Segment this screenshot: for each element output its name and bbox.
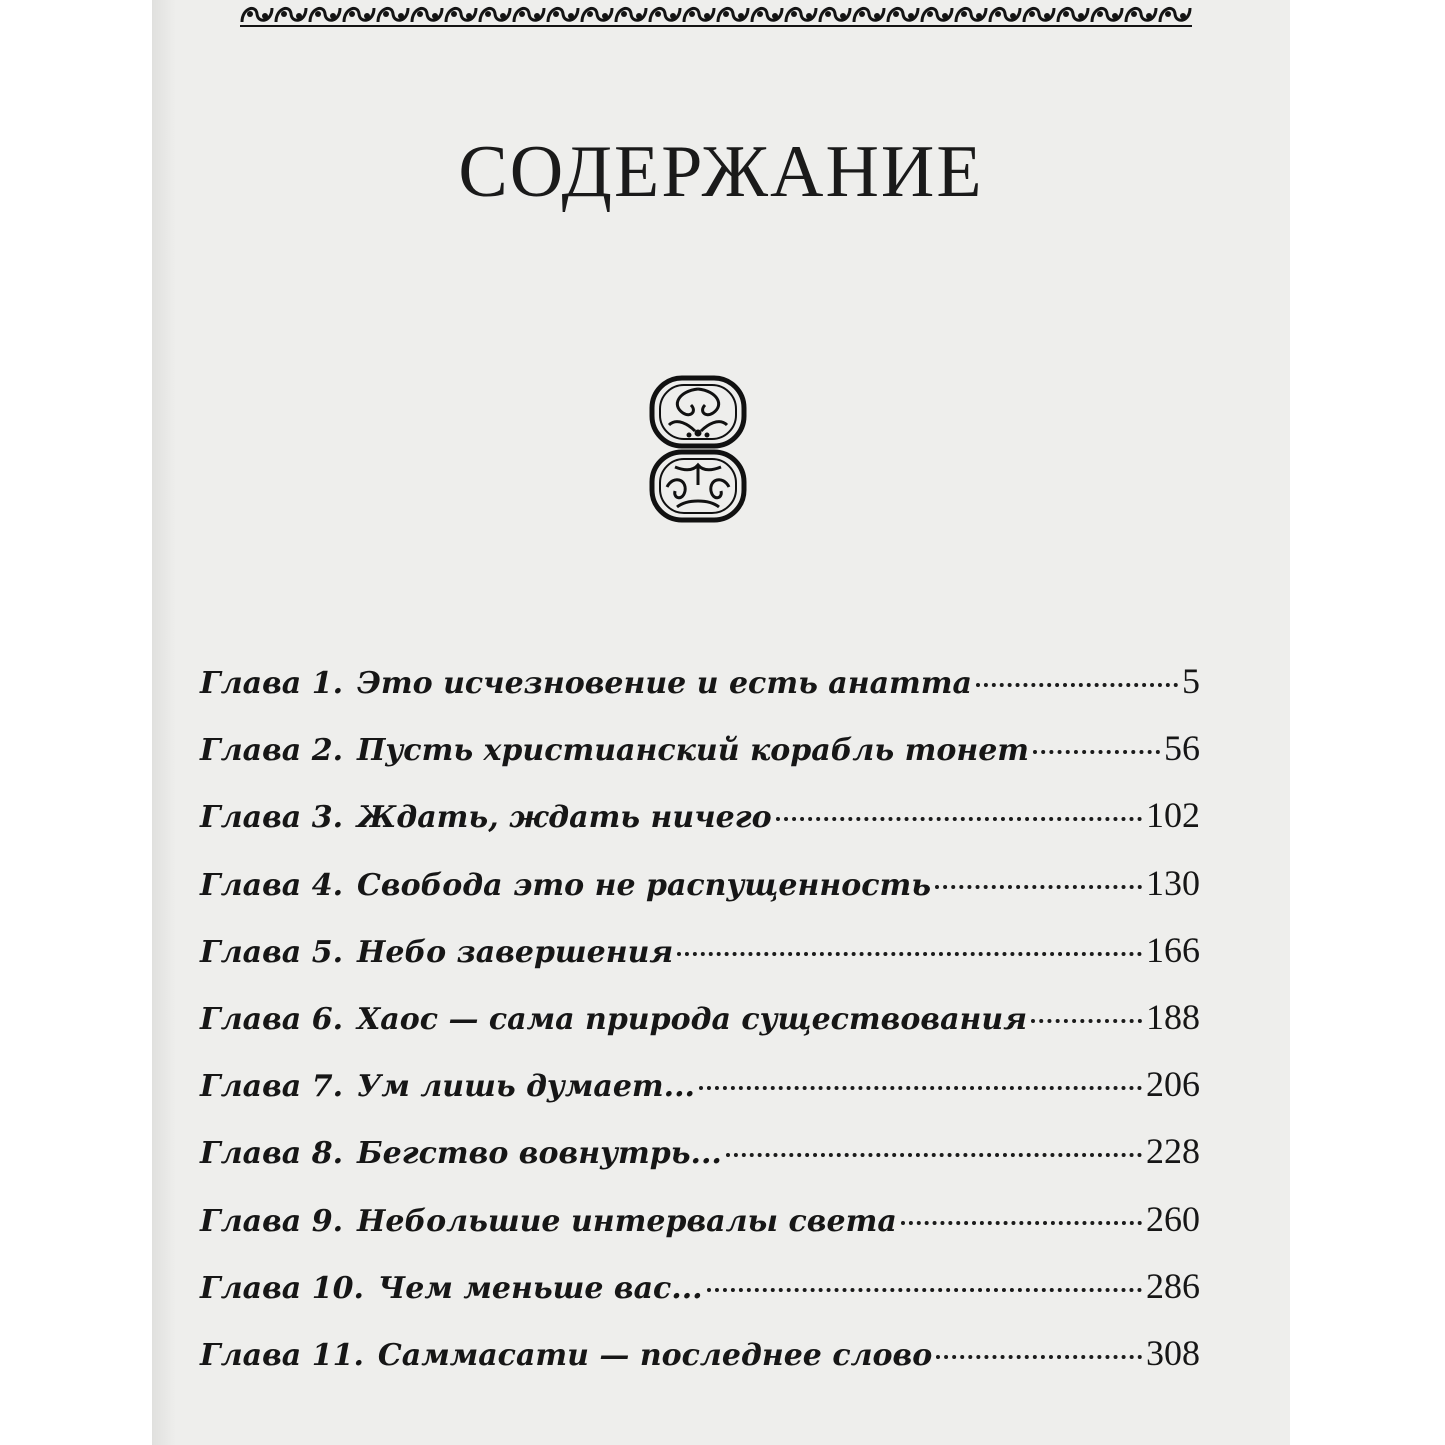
toc-chapter-title: Это исчезновение и есть анатта (357, 666, 972, 701)
toc-chapter-number: Глава 5. (200, 934, 344, 970)
toc-dot-leader (699, 1086, 1142, 1090)
toc-dot-leader (1031, 1019, 1142, 1023)
table-of-contents (200, 660, 1200, 1399)
toc-page-number: 188 (1146, 996, 1200, 1037)
toc-chapter-title: Чем меньше вас... (377, 1270, 703, 1306)
toc-chapter-title: Свобода это не распущенность (357, 867, 932, 903)
toc-entry-chapter-3[interactable] (200, 794, 1200, 861)
toc-entry-chapter-4[interactable] (200, 862, 1200, 929)
toc-entry-chapter-11[interactable] (200, 1332, 1200, 1399)
toc-entry-chapter-2[interactable] (200, 727, 1200, 794)
toc-page-number: 102 (1146, 795, 1200, 836)
toc-chapter-title: Пусть христианский корабль тонет (357, 733, 1030, 769)
toc-dot-leader (935, 885, 1142, 889)
book-page (152, 0, 1290, 1445)
toc-page-number: 260 (1146, 1198, 1200, 1239)
toc-chapter-title: Ждать, ждать ничего (357, 800, 772, 836)
toc-entry-chapter-10[interactable] (200, 1265, 1200, 1332)
toc-page-number: 56 (1164, 728, 1200, 769)
toc-dot-leader (1033, 750, 1160, 754)
toc-entry-chapter-6[interactable] (200, 996, 1200, 1063)
toc-dot-leader (936, 1355, 1142, 1359)
toc-chapter-number: Глава 8. (200, 1136, 344, 1172)
toc-page-number: 5 (1182, 661, 1200, 701)
toc-chapter-number: Глава 7. (200, 1069, 344, 1105)
toc-chapter-number: Глава 3. (200, 800, 344, 836)
toc-chapter-number: Глава 1. (200, 666, 344, 701)
toc-chapter-title: Небольшие интервалы света (357, 1203, 897, 1239)
toc-page-number: 308 (1146, 1332, 1200, 1373)
toc-dot-leader (726, 1153, 1142, 1157)
page-title: СОДЕРЖАНИЕ (458, 131, 984, 213)
toc-dot-leader (677, 952, 1142, 956)
toc-page-number: 228 (1146, 1131, 1200, 1172)
toc-chapter-title: Саммасати — последнее слово (377, 1337, 933, 1373)
toc-entry-chapter-9[interactable] (200, 1198, 1200, 1265)
toc-dot-leader (901, 1221, 1142, 1225)
toc-chapter-number: Глава 11. (200, 1337, 364, 1373)
floral-emblem-icon (649, 375, 747, 523)
toc-dot-leader (707, 1288, 1142, 1292)
toc-page-number: 206 (1146, 1064, 1200, 1105)
scroll-border-icon (240, 0, 1192, 30)
toc-chapter-title: Небо завершения (357, 934, 674, 970)
toc-chapter-number: Глава 9. (200, 1203, 344, 1239)
toc-page-number: 286 (1146, 1265, 1200, 1306)
toc-chapter-title: Ум лишь думает... (357, 1069, 695, 1105)
toc-entry-chapter-8[interactable] (200, 1130, 1200, 1197)
toc-page-number: 130 (1146, 862, 1200, 903)
toc-entry-chapter-1[interactable] (200, 660, 1200, 727)
toc-chapter-title: Хаос — сама природа существования (357, 1001, 1028, 1037)
toc-chapter-number: Глава 6. (200, 1001, 344, 1037)
toc-entry-chapter-7[interactable] (200, 1063, 1200, 1130)
toc-entry-chapter-5[interactable] (200, 929, 1200, 996)
toc-dot-leader (776, 817, 1142, 821)
toc-chapter-title: Бегство вовнутрь... (357, 1136, 722, 1172)
toc-page-number: 166 (1146, 929, 1200, 970)
toc-chapter-number: Глава 4. (200, 867, 344, 903)
toc-dot-leader (976, 683, 1178, 687)
toc-chapter-number: Глава 2. (200, 733, 344, 769)
toc-chapter-number: Глава 10. (200, 1270, 364, 1306)
